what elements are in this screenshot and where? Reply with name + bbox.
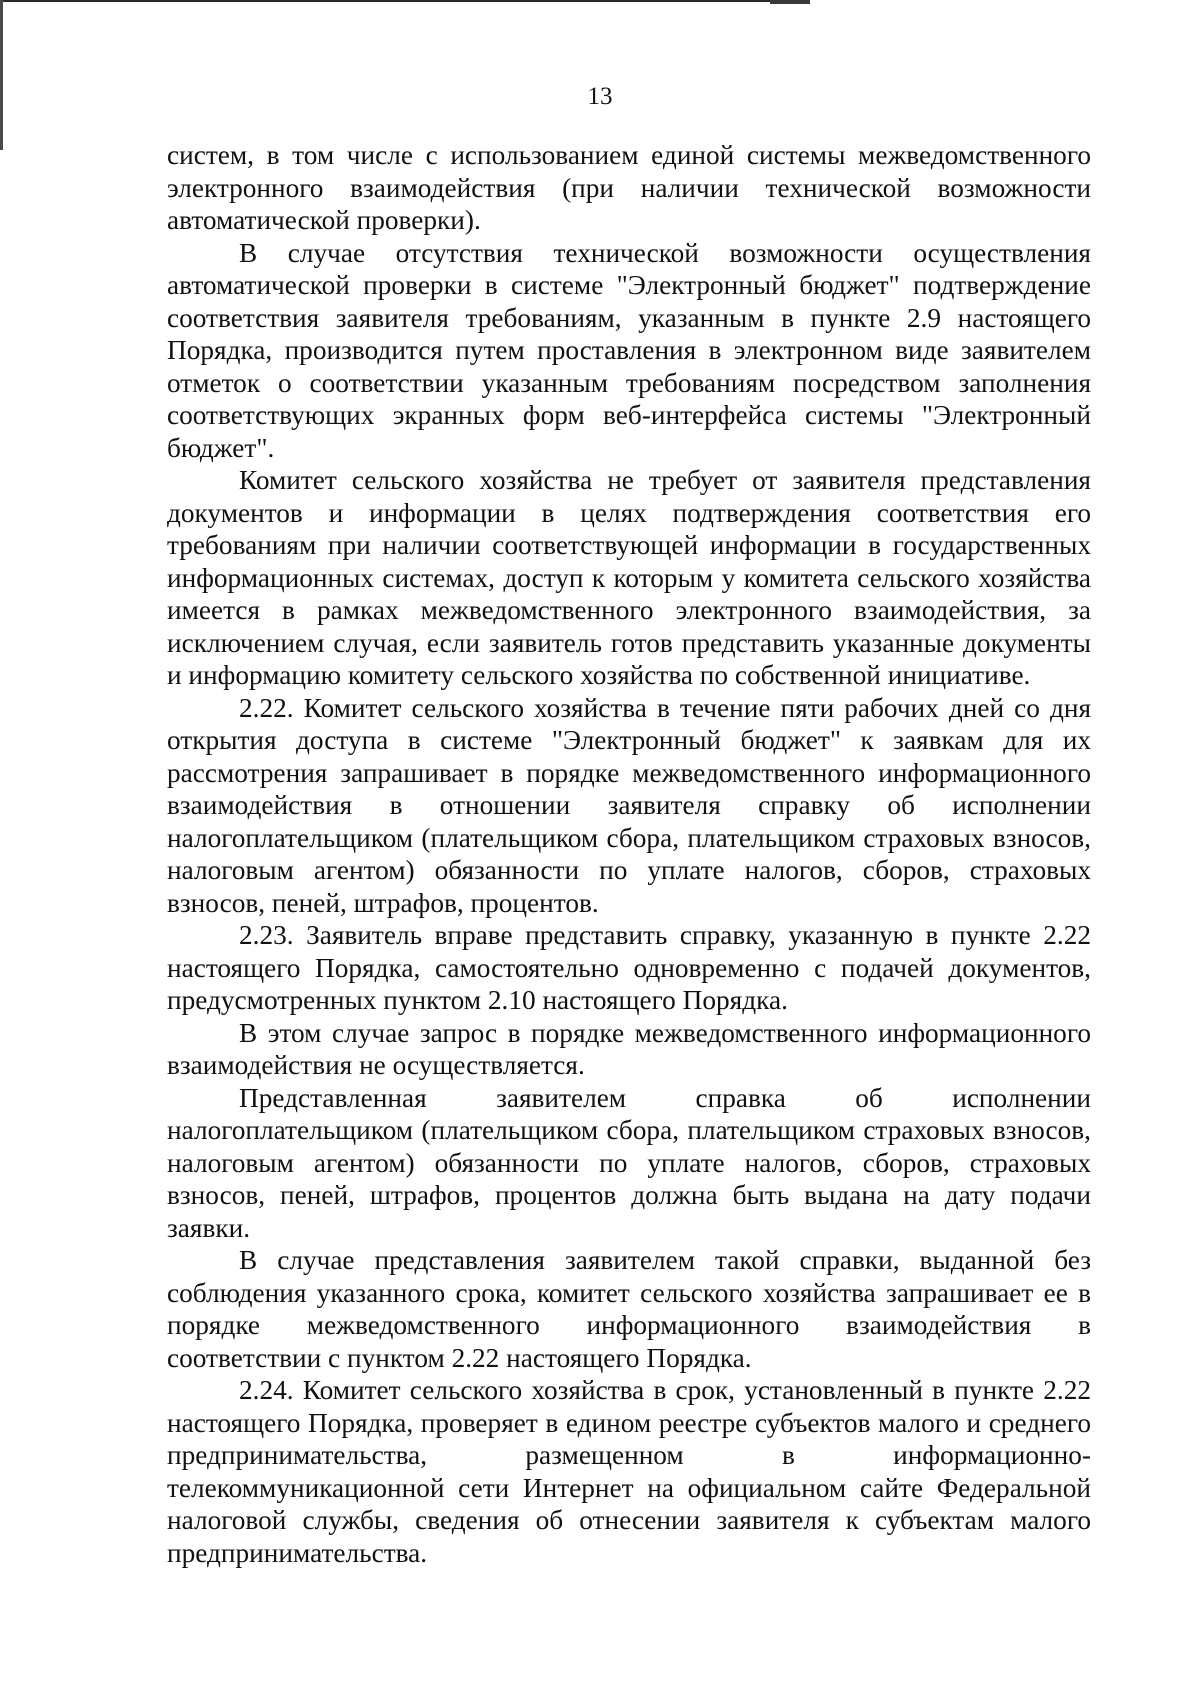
- paragraph-certificate-term: В случае представления заявителем такой справки, выданной без соблюдения указанного срока, комитет сельского хозяйства запрашивает ее в порядке межведомственного информационного взаимодействия в соответствии с пунктом 2.22 настоящего Порядка.: [167, 1245, 1091, 1373]
- paragraph-2-24: 2.24. Комитет сельского хозяйства в срок, установленный в пункте 2.22 настоящего Порядка, проверяет в едином реестре субъектов малого и среднего предпринимательства, размещенном в информационно-телекоммуникационной сети Интернет на официальном сайте Федеральной налоговой службы, сведения об отнесении заявителя к субъектам малого предпринимательства.: [167, 1375, 1091, 1568]
- scan-edge-mark: [770, 0, 810, 4]
- scan-edge-left: [0, 0, 3, 150]
- paragraph-continuation: систем, в том числе с использованием единой системы межведомственного электронного взаимодействия (при наличии технической возможности автоматической проверки).: [167, 140, 1091, 235]
- paragraph-certificate-date: Представленная заявителем справка об исполнении налогоплательщиком (плательщиком сбора, плательщиком страховых взносов, налоговым агентом) обязанности по уплате налогов, сборов, страховых взносов, пеней, штрафов, процентов должна быть выдана на дату подачи заявки.: [167, 1082, 1091, 1243]
- document-body: [167, 139, 1091, 1569]
- paragraph-2-23: 2.23. Заявитель вправе представить справку, указанную в пункте 2.22 настоящего Порядка, самостоятельно одновременно с подачей документов, предусмотренных пунктом 2.10 настоящего Порядка.: [167, 920, 1091, 1015]
- paragraph-committee-not-require: Комитет сельского хозяйства не требует от заявителя представления документов и информации в целях подтверждения соответствия его требованиям при наличии соответствующей информации в государственных информационных системах, доступ к которым у комитета сельского хозяйства имеется в рамках межведомственного электронного взаимодействия, за исключением случая, если заявитель готов представить указанные документы и информацию комитету сельского хозяйства по собственной инициативе.: [167, 465, 1091, 690]
- paragraph-2-22: 2.22. Комитет сельского хозяйства в течение пяти рабочих дней со дня открытия доступа в системе "Электронный бюджет" к заявкам для их рассмотрения запрашивает в порядке межведомственного информационного взаимодействия в отношении заявителя справку об исполнении налогоплательщиком (плательщиком сбора, плательщиком страховых взносов, налоговым агентом) обязанности по уплате налогов, сборов, страховых взносов, пеней, штрафов, процентов.: [167, 692, 1091, 918]
- paragraph-request-not-made: В этом случае запрос в порядке межведомственного информационного взаимодействия не осуществляется.: [167, 1017, 1091, 1080]
- page-number: 13: [587, 83, 613, 110]
- scan-edge-top: [0, 0, 790, 2]
- paragraph-no-tech-capability: В случае отсутствия технической возможности осуществления автоматической проверки в системе "Электронный бюджет" подтверждение соответствия заявителя требованиям, указанным в пункте 2.9 настоящего Порядка, производится путем проставления в электронном виде заявителем отметок о соответствии указанным требованиям посредством заполнения соответствующих экранных форм веб-интерфейса системы "Электронный бюджет".: [167, 237, 1091, 463]
